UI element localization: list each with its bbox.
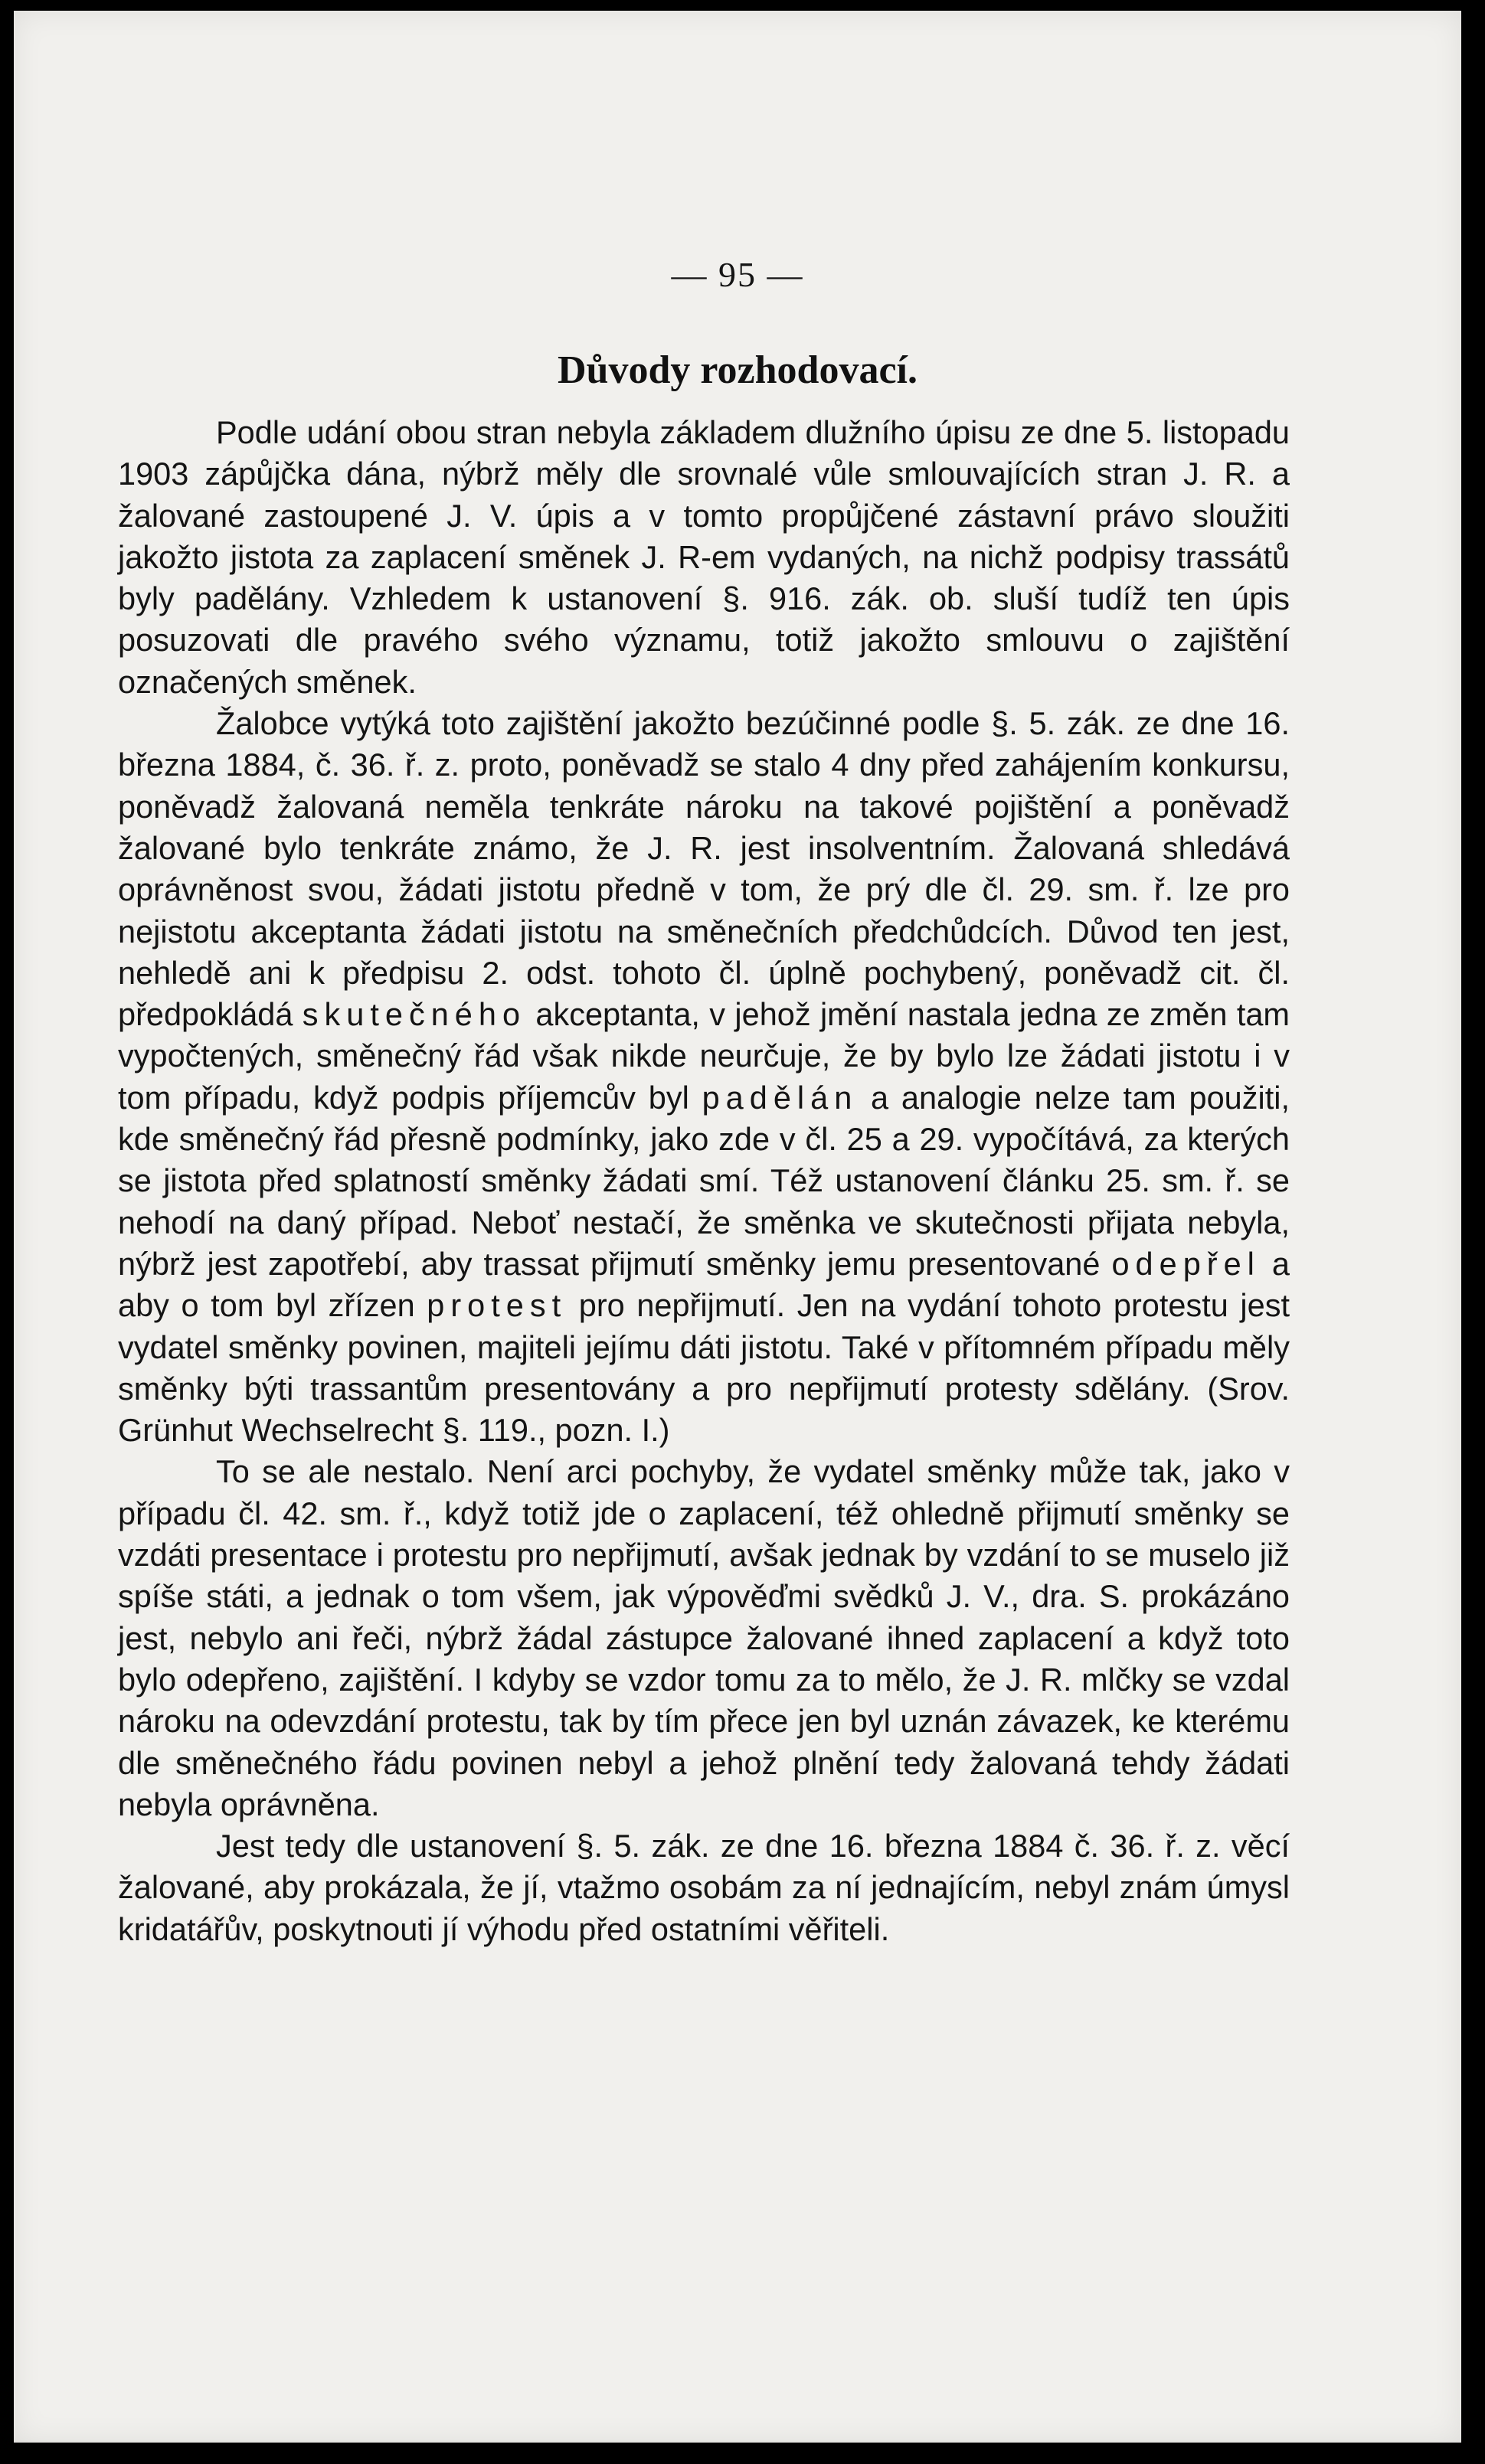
- paragraph-2-part-5: pro nepřijmutí. Jen na vydání tohoto protestu jest vydatel směnky povinen, majiteli jejímu dáti jistotu. Také v přítomném případu měly směnky býti trassantům presentovány a pro nepřijmutí protesty sdělány. (Srov. Grünhut Wechselrecht §. 119., pozn. I.): [118, 1287, 1290, 1449]
- paragraph-4: Jest tedy dle ustanovení §. 5. zák. ze dne 16. března 1884 č. 36. ř. z. věcí žalované, aby prokázala, že jí, vtažmo osobám za ní jednajícím, nebyl znám úmysl kridatářův, poskytnouti jí výhodu před ostatními věřiteli.: [118, 1828, 1290, 1947]
- section-heading: Důvody rozhodovací.: [558, 348, 917, 392]
- emphasis-odeprel: odepřel: [1111, 1245, 1261, 1282]
- emphasis-protest: protest: [427, 1287, 568, 1324]
- body-text: [118, 412, 1290, 1950]
- book-page: [14, 11, 1461, 2443]
- paragraph-1: Podle udání obou stran nebyla základem dlužního úpisu ze dne 5. listopadu 1903 zápůjčka dána, nýbrž měly dle srovnalé vůle smlouvajících stran J. R. a žalované zastoupené J. V. úpis a v tomto propůjčené zástavní právo sloužiti jakožto jistota za zaplacení směnek J. R-em vydaných, na nichž podpisy trassátů byly padělány. Vzhledem k ustanovení §. 916. zák. ob. sluší tudíž ten úpis posuzovati dle pravého svého významu, totiž jakožto smlouvu o zajištění označených směnek.: [118, 414, 1290, 700]
- paragraph-2-part-2: akceptanta, v jehož jmění nastala jedna ze změn tam vypočtených, směnečný řád však nikde neurčuje, že by bylo lze žádati jistotu i v tom případu, když podpis příjemcův byl: [118, 996, 1290, 1116]
- page-number: — 95 —: [671, 255, 804, 294]
- paragraph-3: To se ale nestalo. Není arci pochyby, že vydatel směnky může tak, jako v případu čl. 42. sm. ř., když totiž jde o zaplacení, též ohledně přijmutí směnky se vzdáti presentace i protestu pro nepřijmutí, avšak jednak by vzdání to se muselo již spíše státi, a jednak o tom všem, jak výpověďmi svědků J. V., dra. S. prokázáno jest, nebylo ani řeči, nýbrž žádal zástupce žalované ihned zaplacení a když toto bylo odepřeno, zajištění. I kdyby se vzdor tomu za to mělo, že J. R. mlčky se vzdal nároku na odevzdání protestu, tak by tím přece jen byl uznán závazek, ke kterému dle směnečného řádu povinen nebyl a jehož plnění tedy žalovaná tehdy žádati nebyla oprávněna.: [118, 1453, 1290, 1822]
- emphasis-skutecneho: skutečného: [302, 996, 527, 1033]
- paragraph-2-part-1: Žalobce vytýká toto zajištění jakožto bezúčinné podle §. 5. zák. ze dne 16. března 1884, č. 36. ř. z. proto, poněvadž se stalo 4 dny před zahájením konkursu, poněvadž žalovaná neměla tenkráte nároku na takové pojištění a poněvadž žalované bylo tenkráte známo, že J. R. jest insolventním. Žalovaná shledává oprávněnost svou, žádati jistotu předně v tom, že prý dle čl. 29. sm. ř. lze pro nejistotu akceptanta žádati jistotu na směnečních předchůdcích. Důvod ten jest, nehledě ani k předpisu 2. odst. tohoto čl. úplně pochybený, poněvadž cit. čl. předpokládá: [118, 705, 1290, 1033]
- paragraph-2: [118, 703, 1290, 1451]
- paragraph-2-part-3: a analogie nelze tam použiti, kde směnečný řád přesně podmínky, jako zde v čl. 25 a 29. vypočítává, za kterých se jistota před splatností směnky žádati smí. Též ustanovení článku 25. sm. ř. se nehodí na daný případ. Neboť nestačí, že směnka ve skutečnosti přijata nebyla, nýbrž jest zapotřebí, aby trassat přijmutí směnky jemu presentované: [118, 1079, 1290, 1282]
- paragraph-2-part-4: a aby o tom byl zřízen: [118, 1245, 1290, 1324]
- emphasis-padelan: padělán: [702, 1079, 859, 1116]
